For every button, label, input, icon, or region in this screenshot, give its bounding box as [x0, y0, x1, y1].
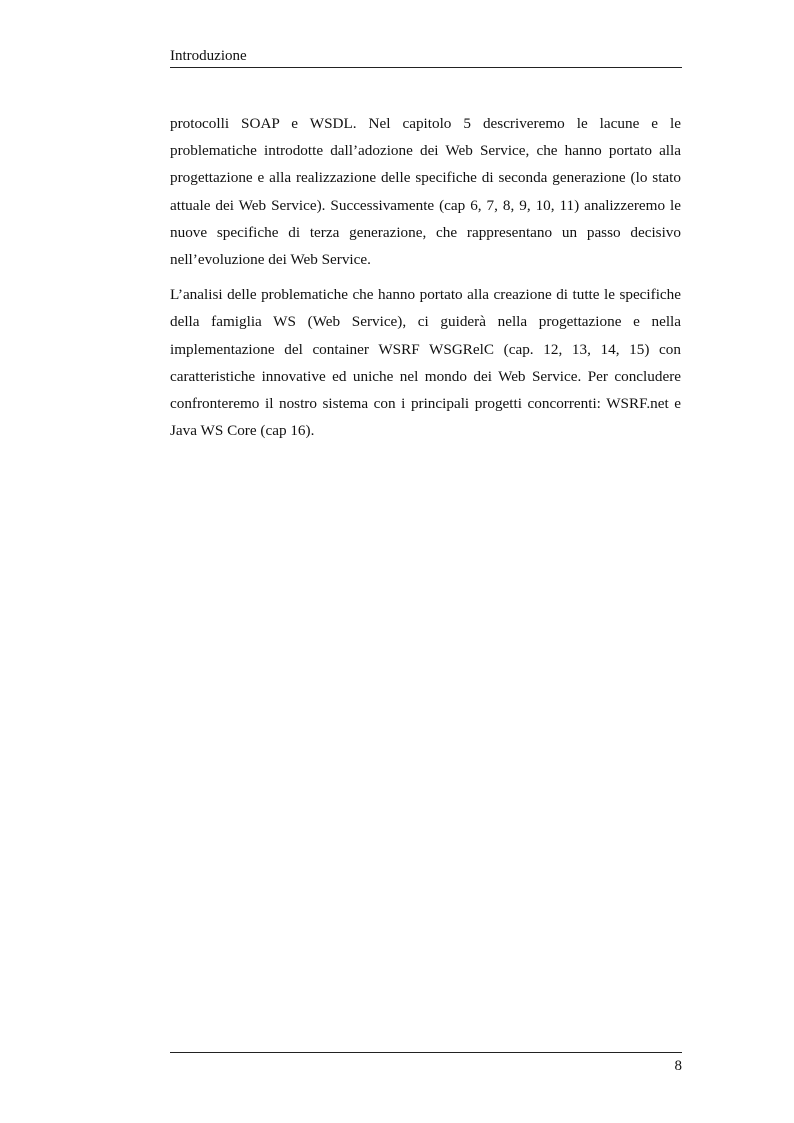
footer-divider	[170, 1052, 682, 1053]
paragraph-2: L’analisi delle problematiche che hanno portato alla creazione di tutte le specifiche della famiglia WS (Web Service), ci guiderà nella progettazione e nella implementazione del container WSRF WSGRelC (cap. 12, 13, 14, 15) con caratteristiche innovative ed uniche nel mondo dei Web Service. Per concludere confronteremo il nostro sistema con i principali progetti concorrenti: WSRF.net e Java WS Core (cap 16).	[170, 286, 681, 440]
page-number: 8	[674, 1058, 682, 1074]
running-header: Introduzione	[170, 48, 247, 64]
body-text	[170, 110, 681, 452]
header-divider	[170, 67, 682, 68]
paragraph-1: protocolli SOAP e WSDL. Nel capitolo 5 descriveremo le lacune e le problematiche introdotte dall’adozione dei Web Service, che hanno portato alla progettazione e alla realizzazione delle specifiche di seconda generazione (lo stato attuale dei Web Service). Successivamente (cap 6, 7, 8, 9, 10, 11) analizzeremo le nuove specifiche di terza generazione, che rappresentano un passo decisivo nell’evoluzione dei Web Service.	[170, 115, 681, 269]
